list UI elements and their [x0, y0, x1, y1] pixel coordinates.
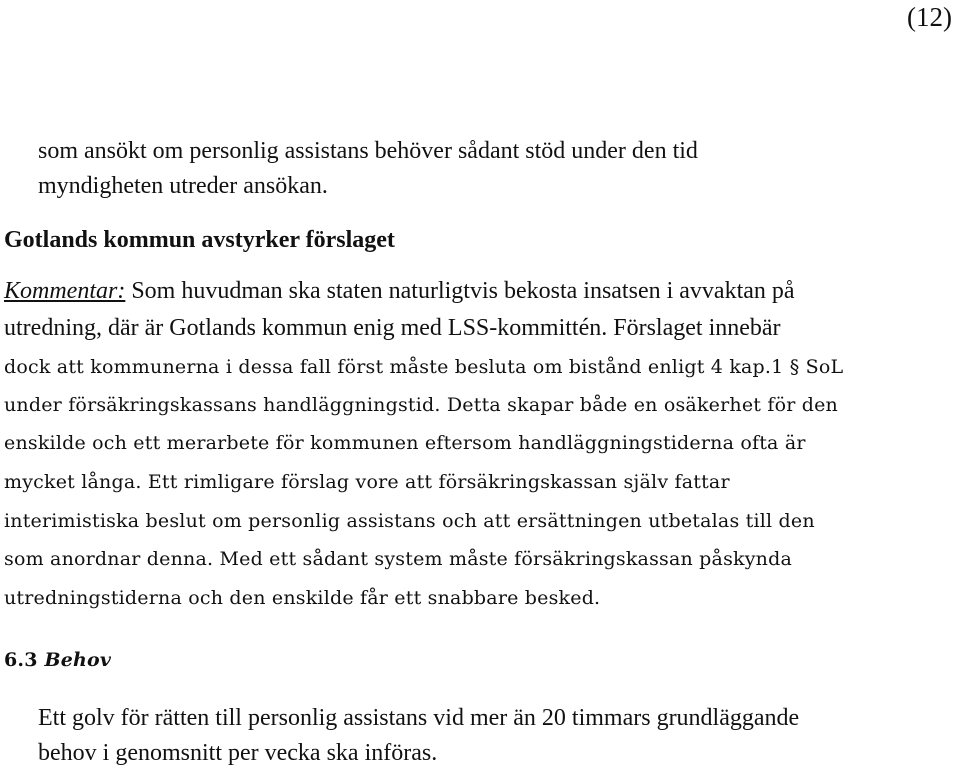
intro-line-1: som ansökt om personlig assistans behöver sådant stöd under den tid — [38, 138, 698, 164]
subsection-body-line-1: Ett golv för rätten till personlig assistans vid mer än 20 timmars grundläggande — [38, 705, 800, 731]
comment-label: Kommentar: — [4, 278, 126, 304]
subsection-title: Behov — [37, 649, 112, 671]
section-heading: Gotlands kommun avstyrker förslaget — [4, 227, 395, 253]
comment-line-5: enskilde och ett merarbete för kommunen eftersom handläggningstiderna ofta är — [4, 432, 806, 454]
subsection-number: 6.3 — [4, 649, 38, 671]
comment-line-8: som anordnar denna. Med ett sådant system måste försäkringskassan påskynda — [4, 548, 793, 570]
comment-line-2: utredning, där är Gotlands kommun enig med LSS-kommittén. Förslaget innebär — [4, 315, 781, 341]
subsection-heading — [4, 645, 111, 675]
comment-line-1-text: Som huvudman ska staten naturligtvis bekosta insatsen i avvaktan på — [125, 278, 795, 304]
comment-line-3: dock att kommunerna i dessa fall först måste besluta om bistånd enligt 4 kap.1 § SoL — [4, 356, 844, 378]
comment-line-7: interimistiska beslut om personlig assistans och att ersättningen utbetalas till den — [4, 510, 815, 532]
comment-line-6: mycket långa. Ett rimligare förslag vore att försäkringskassan själv fattar — [4, 471, 730, 493]
comment-line-1 — [4, 276, 795, 306]
comment-line-9: utredningstiderna och den enskilde får ett snabbare besked. — [4, 587, 601, 609]
intro-line-2: myndigheten utreder ansökan. — [38, 173, 328, 199]
comment-line-4: under försäkringskassans handläggningstid. Detta skapar både en osäkerhet för den — [4, 394, 838, 416]
page-number: (12) — [907, 2, 952, 32]
subsection-body-line-2: behov i genomsnitt per vecka ska införas. — [38, 740, 438, 766]
